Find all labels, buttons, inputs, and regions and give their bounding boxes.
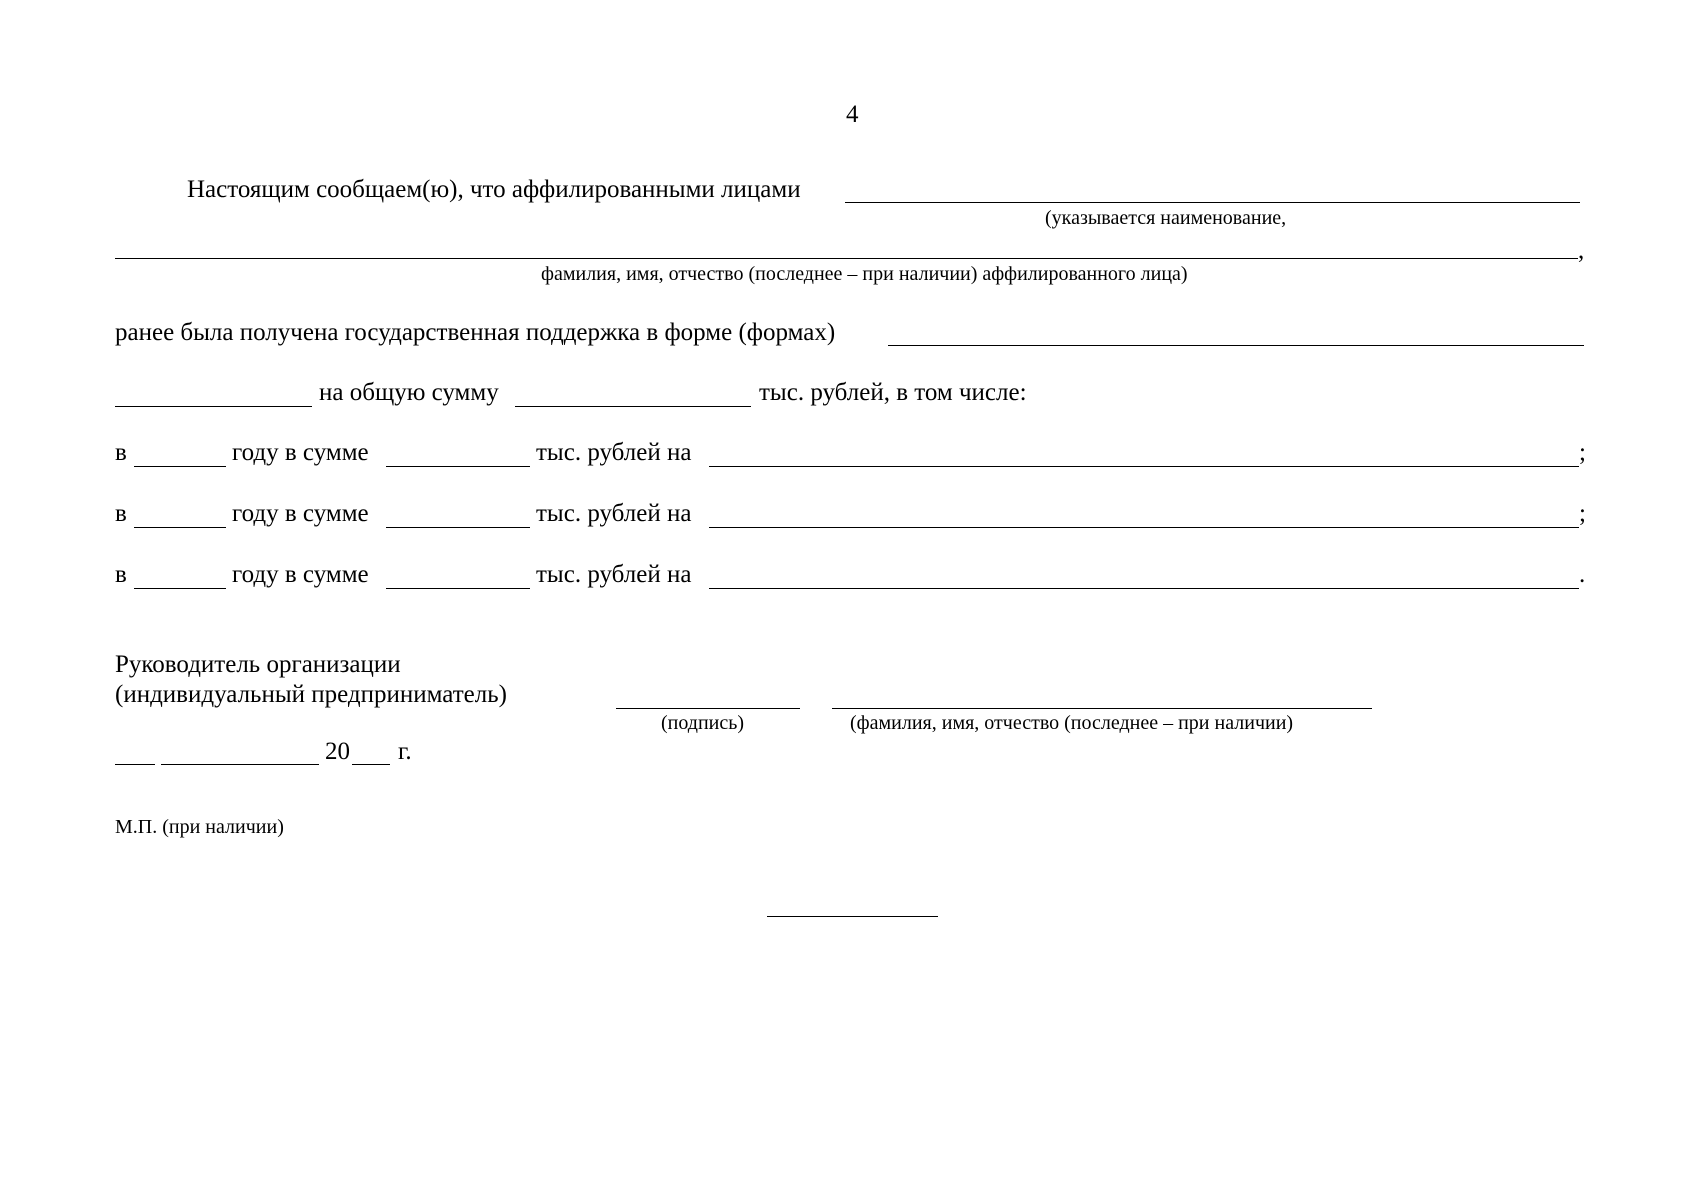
row-unit-label: тыс. рублей на <box>536 500 692 527</box>
purpose-field[interactable] <box>709 466 1579 467</box>
row-unit-label: тыс. рублей на <box>536 561 692 588</box>
date-year-field[interactable] <box>352 764 390 765</box>
affiliate-name-field-2[interactable] <box>115 258 1578 259</box>
date-month-field[interactable] <box>161 764 319 765</box>
total-unit: тыс. рублей, в том числе: <box>759 379 1027 406</box>
signer-title-line1: Руководитель организации <box>115 651 401 678</box>
year-field[interactable] <box>134 588 226 589</box>
total-amount-field[interactable] <box>515 406 751 407</box>
row-year-label: году в сумме <box>232 439 369 466</box>
signer-title-line2: (индивидуальный предприниматель) <box>115 681 507 708</box>
page-number: 4 <box>846 101 859 128</box>
affiliate-name-field[interactable] <box>845 202 1580 203</box>
support-form-field-2[interactable] <box>115 406 312 407</box>
date-year-prefix: 20 <box>325 738 350 765</box>
stamp-label: М.П. (при наличии) <box>115 816 284 838</box>
amount-field[interactable] <box>386 466 530 467</box>
intro-text: Настоящим сообщаем(ю), что аффилированными лицами <box>187 176 801 203</box>
end-divider <box>767 916 938 917</box>
row-end: . <box>1579 561 1586 588</box>
row-year-label: году в сумме <box>232 561 369 588</box>
year-field[interactable] <box>134 527 226 528</box>
row-prefix: в <box>115 439 127 466</box>
intro-line2-end: , <box>1578 237 1585 264</box>
amount-field[interactable] <box>386 527 530 528</box>
row-prefix: в <box>115 561 127 588</box>
support-form-field[interactable] <box>888 345 1584 346</box>
signer-name-hint: (фамилия, имя, отчество (последнее – при наличии) <box>850 712 1294 734</box>
total-label: на общую сумму <box>319 379 499 406</box>
date-day-field[interactable] <box>115 764 155 765</box>
purpose-field[interactable] <box>709 527 1579 528</box>
row-year-label: году в сумме <box>232 500 369 527</box>
amount-field[interactable] <box>386 588 530 589</box>
row-prefix: в <box>115 500 127 527</box>
signer-name-field[interactable] <box>832 708 1372 709</box>
row-unit-label: тыс. рублей на <box>536 439 692 466</box>
support-text: ранее была получена государственная поддержка в форме (формах) <box>115 319 836 346</box>
signature-hint: (подпись) <box>661 712 745 734</box>
purpose-field[interactable] <box>709 588 1579 589</box>
affiliate-hint-1: (указывается наименование, <box>1045 207 1287 229</box>
row-end: ; <box>1579 500 1586 527</box>
date-suffix: г. <box>398 738 412 765</box>
affiliate-hint-2: фамилия, имя, отчество (последнее – при наличии) аффилированного лица) <box>541 263 1188 285</box>
signature-field[interactable] <box>616 708 800 709</box>
year-field[interactable] <box>134 466 226 467</box>
row-end: ; <box>1579 439 1586 466</box>
